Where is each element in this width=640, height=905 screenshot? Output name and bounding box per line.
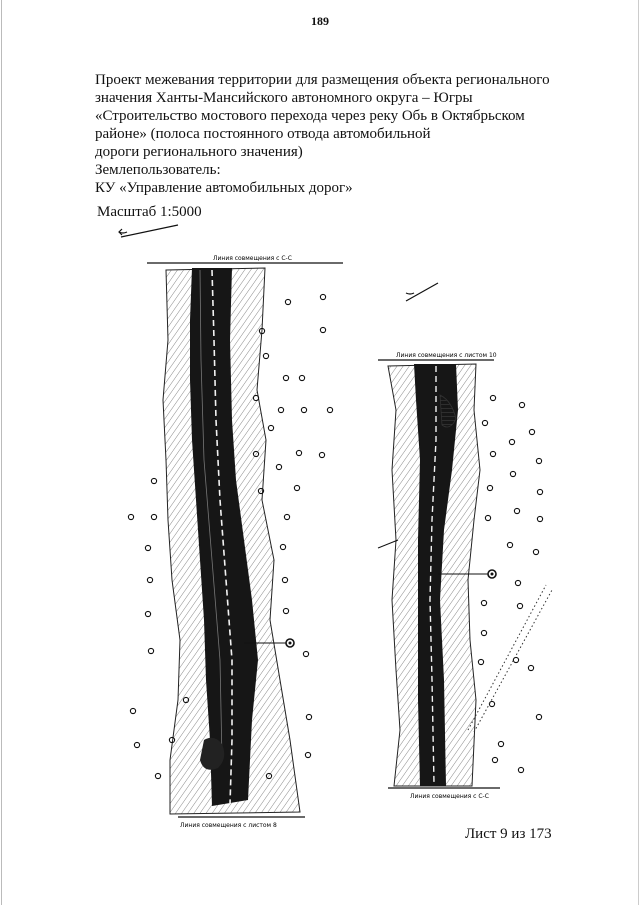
right-top-match-label: Линия совмещения с листом 10 [396, 352, 497, 359]
north-arrow-right [406, 283, 438, 301]
cross-line [378, 540, 398, 548]
survey-points-right [478, 395, 542, 772]
page-number: 189 [311, 14, 329, 28]
sheet-number: Лист 9 из 173 [465, 826, 552, 842]
title-line: значения Ханты-Мансийского автономного округа – Югры [95, 90, 473, 106]
right-sheet-strip [378, 352, 500, 800]
dotted-boundary [468, 585, 552, 732]
left-top-match-label: Линия совмещения с С-С [213, 255, 292, 262]
north-arrow-left [119, 225, 178, 237]
left-sheet-strip [147, 255, 343, 829]
title-line: Проект межевания территории для размещения объекта регионального [95, 72, 550, 88]
title-line: дороги регионального значения) [95, 144, 303, 160]
title-line: «Строительство мостового перехода через реку Обь в Октябрьском [95, 108, 525, 124]
land-user: КУ «Управление автомобильных дорог» [95, 180, 353, 196]
title-line: районе» (полоса постоянного отвода автомобильной [95, 126, 431, 142]
left-bottom-match-label: Линия совмещения с листом 8 [180, 822, 277, 829]
land-user-label: Землепользователь: [95, 162, 221, 178]
right-bottom-match-label: Линия совмещения с С-С [410, 793, 489, 800]
scale-label: Масштаб 1:5000 [97, 204, 202, 220]
